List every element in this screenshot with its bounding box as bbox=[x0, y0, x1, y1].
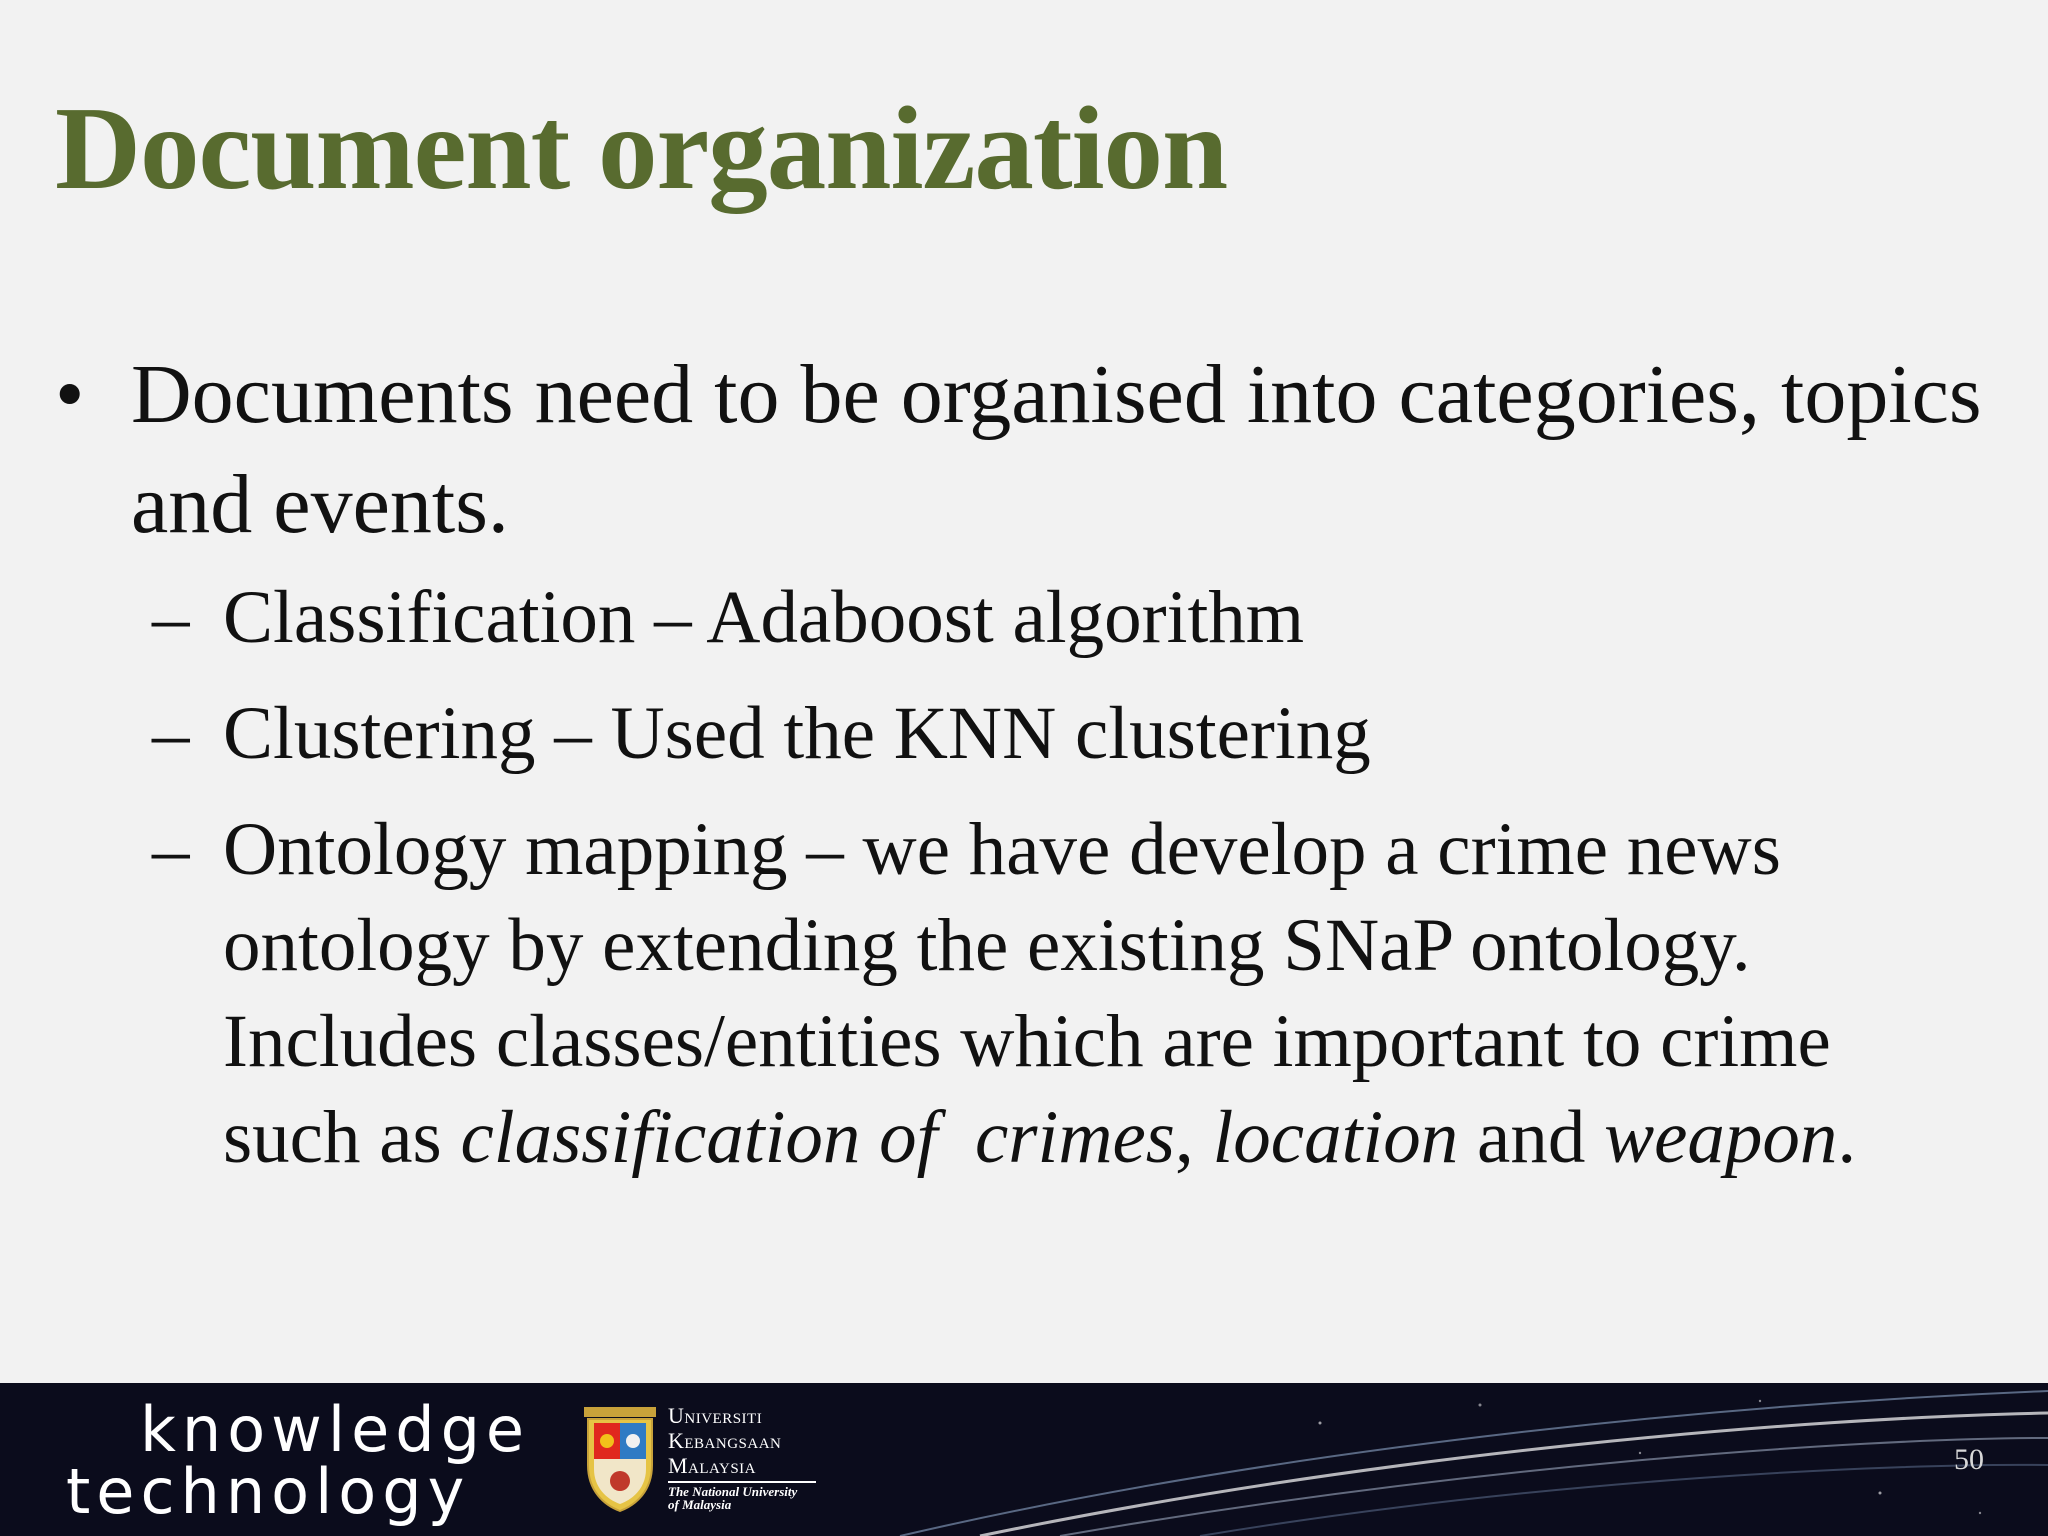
sub-item-classification bbox=[55, 570, 1985, 666]
slide-title: Document organization bbox=[55, 82, 1228, 214]
sentence-end: . bbox=[1837, 1096, 1857, 1179]
sub-item-text: Clustering – Used the KNN clustering bbox=[223, 692, 1371, 775]
ukm-line-2: Kebangsaan bbox=[668, 1428, 782, 1453]
ukm-tagline-2: of Malaysia bbox=[668, 1497, 732, 1512]
sub-item-text: Ontology mapping – we have develop a crime news ontology by extending the existing SNaP ontology. Includes classes/entities which are important to crime such as bbox=[223, 808, 1831, 1179]
sub-item-ontology bbox=[55, 802, 1985, 1186]
sub-item-clustering bbox=[55, 686, 1985, 782]
italic-term: weapon bbox=[1604, 1096, 1838, 1179]
sub-item-marker: – bbox=[152, 692, 190, 775]
logo-line-2: technology bbox=[66, 1455, 471, 1528]
sub-item-text: Classification – Adaboost algorithm bbox=[223, 576, 1305, 659]
bullet-main-text: Documents need to be organised into categories, topics and events. bbox=[131, 348, 1982, 551]
slide-body bbox=[55, 340, 1985, 1186]
ukm-divider bbox=[668, 1481, 816, 1483]
ukm-line-3: Malaysia bbox=[668, 1453, 757, 1478]
knowledge-technology-logo bbox=[66, 1393, 536, 1533]
italic-term: classification of crimes bbox=[460, 1096, 1175, 1179]
page-number: 50 bbox=[1954, 1443, 1984, 1476]
sub-item-marker: – bbox=[152, 576, 190, 659]
separator: and bbox=[1458, 1096, 1605, 1179]
bullet-main bbox=[55, 340, 1985, 560]
italic-term: location bbox=[1212, 1096, 1459, 1179]
bullet-marker: • bbox=[55, 348, 85, 441]
sub-item-marker: – bbox=[152, 808, 190, 891]
ukm-line-1: Universiti bbox=[668, 1403, 763, 1428]
separator: , bbox=[1174, 1096, 1213, 1179]
ukm-tagline-1: The National University bbox=[668, 1484, 798, 1499]
logo-line-1: knowledge bbox=[140, 1393, 531, 1466]
ukm-wordmark bbox=[668, 1403, 816, 1511]
ukm-crest-icon bbox=[580, 1403, 660, 1515]
footer-bar bbox=[0, 1383, 2048, 1536]
